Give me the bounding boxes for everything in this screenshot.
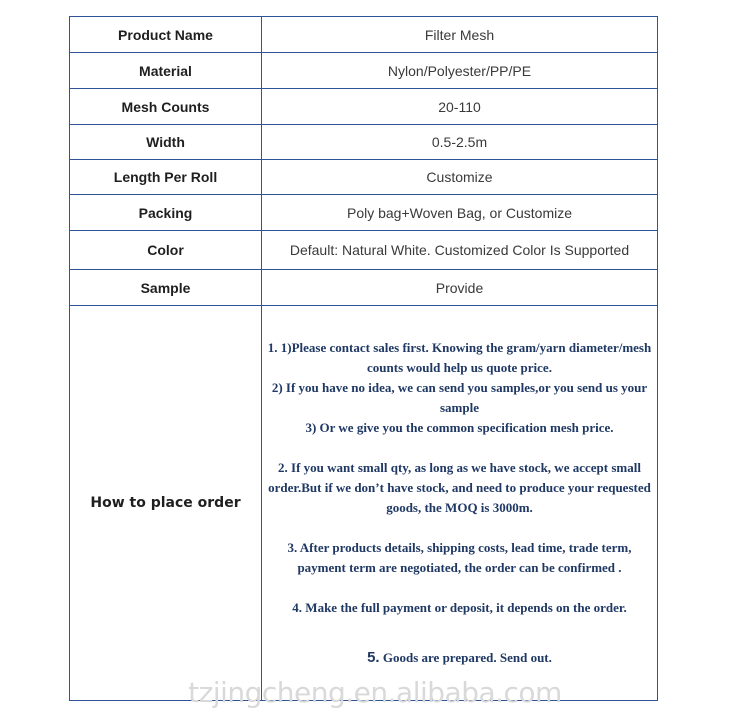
order-step-1b: 2) If you have no idea, we can send you samples,or you send us your sample [271, 380, 648, 415]
row-value: Customize [262, 160, 658, 195]
product-spec-table [69, 16, 658, 701]
row-value: Poly bag+Woven Bag, or Customize [262, 195, 658, 231]
table-row [70, 195, 658, 231]
order-label: How to place order [70, 306, 262, 701]
row-value: Default: Natural White. Customized Color Is Supported [262, 231, 658, 270]
row-label: Mesh Counts [70, 89, 262, 125]
row-value: 20-110 [262, 89, 658, 125]
row-label: Product Name [70, 17, 262, 53]
table-row [70, 125, 658, 160]
table-row [70, 17, 658, 53]
table-row [70, 231, 658, 270]
order-step-4: 4. Make the full payment or deposit, it depends on the order. [292, 600, 627, 615]
order-step-5-number: 5. [367, 649, 380, 666]
order-step-5-text: Goods are prepared. Send out. [379, 650, 552, 665]
order-step-3: 3. After products details, shipping costs, lead time, trade term, payment term are negotiated, the order can be confirmed . [287, 540, 632, 575]
order-step-5 [262, 648, 657, 668]
table-row [70, 160, 658, 195]
order-step-2: 2. If you want small qty, as long as we have stock, we accept small order.But if we don’t have stock, and need to produce your requested goods, the MOQ is 3000m. [268, 460, 651, 515]
row-value: Nylon/Polyester/PP/PE [262, 53, 658, 89]
watermark: tzjingcheng.en.alibaba.com [188, 676, 562, 709]
table-row [70, 270, 658, 306]
order-steps-cell [262, 306, 658, 701]
row-label: Sample [70, 270, 262, 306]
row-label: Color [70, 231, 262, 270]
row-label: Material [70, 53, 262, 89]
order-steps [262, 338, 657, 668]
table-row [70, 89, 658, 125]
order-step-1a: 1. 1)Please contact sales first. Knowing the gram/yarn diameter/mesh counts would help us quote price. [267, 340, 652, 375]
row-label: Length Per Roll [70, 160, 262, 195]
row-label: Packing [70, 195, 262, 231]
row-label: Width [70, 125, 262, 160]
table-row [70, 53, 658, 89]
row-value: 0.5-2.5m [262, 125, 658, 160]
row-value: Filter Mesh [262, 17, 658, 53]
row-value: Provide [262, 270, 658, 306]
order-step-1c: 3) Or we give you the common specification mesh price. [305, 420, 614, 435]
table-row-order [70, 306, 658, 701]
